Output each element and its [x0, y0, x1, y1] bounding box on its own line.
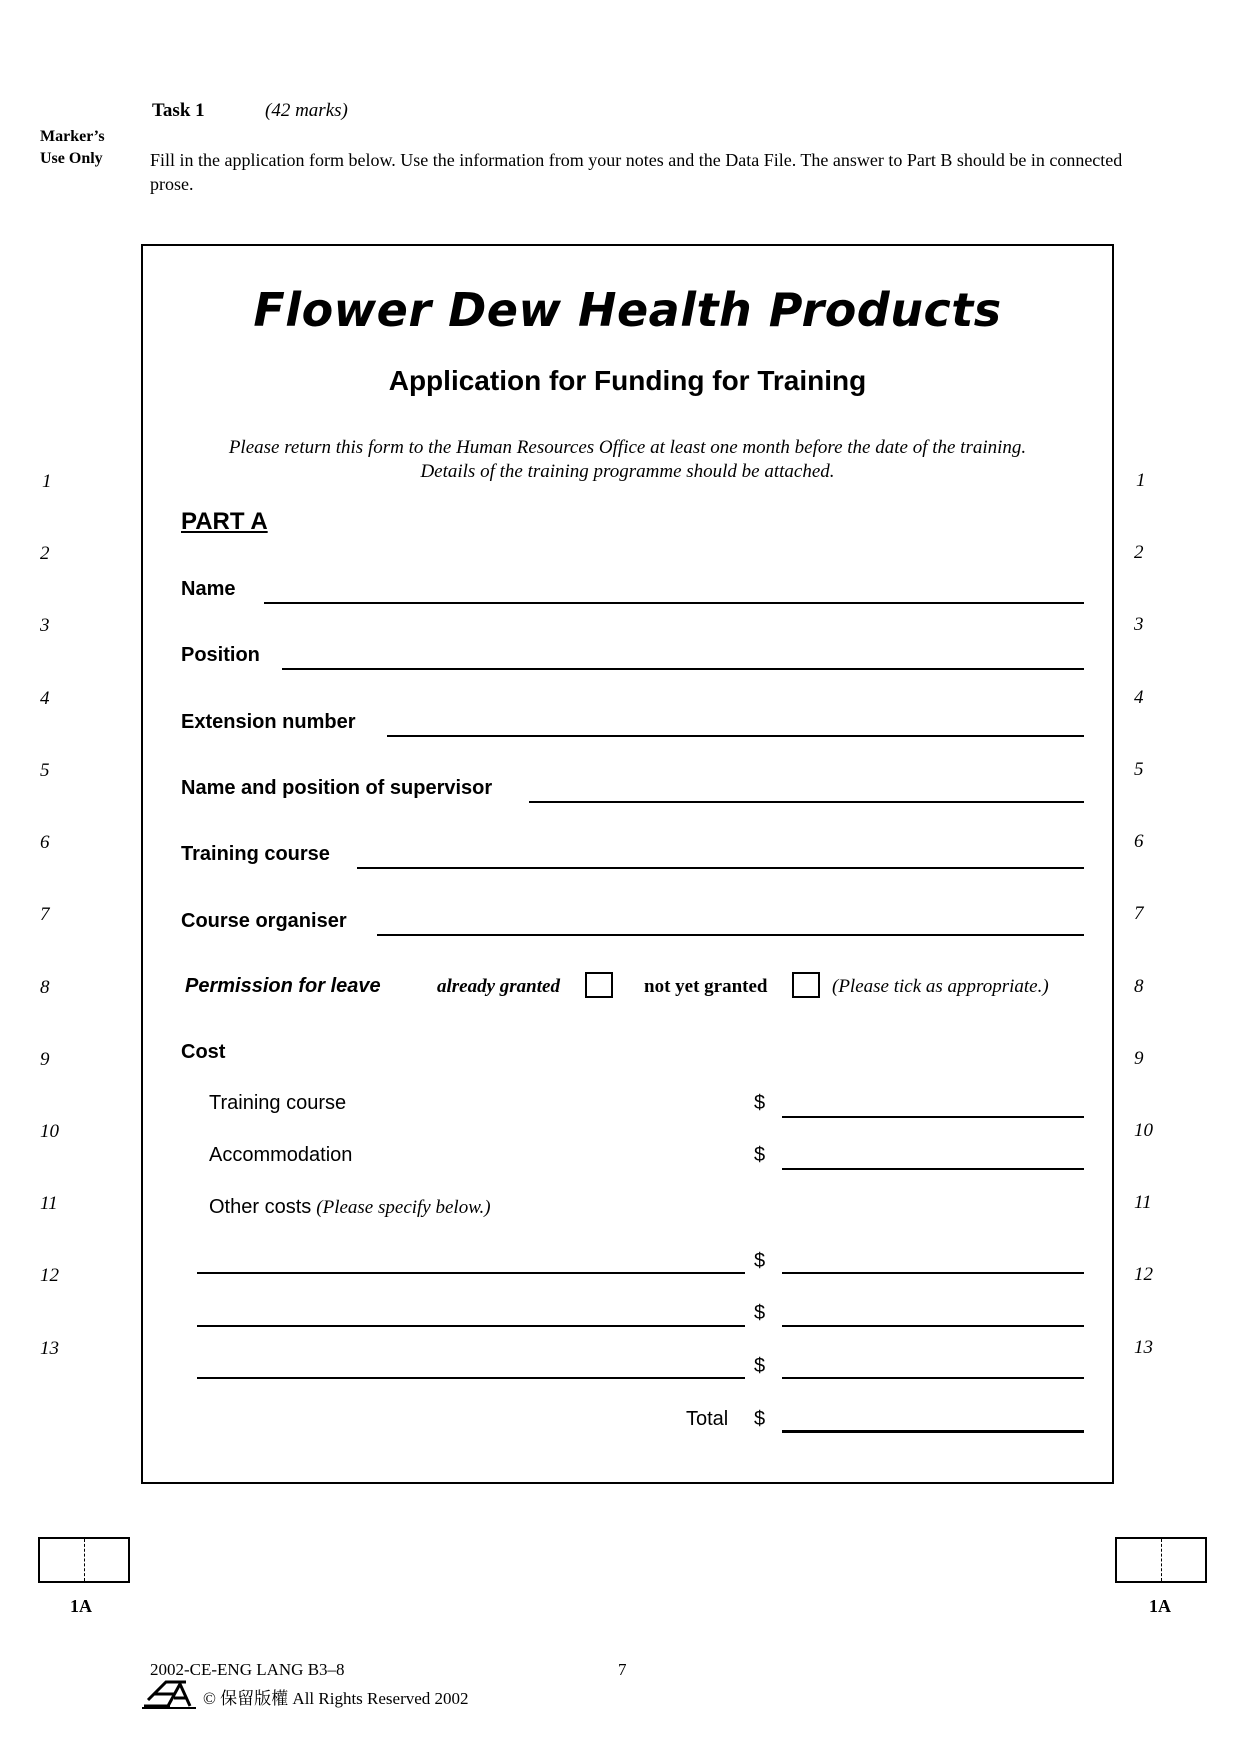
extension-input-line[interactable] — [387, 735, 1084, 737]
other-costs-text: Other costs — [209, 1196, 312, 1218]
total-label: Total — [686, 1408, 729, 1430]
name-input-line[interactable] — [264, 602, 1084, 604]
marker-number-left: 11 — [40, 1193, 58, 1214]
other-cost-amount-line-3[interactable] — [782, 1377, 1084, 1379]
marker-number-right: 1 — [1136, 470, 1146, 491]
copyright-notice: © 保留版權 All Rights Reserved 2002 — [203, 1689, 469, 1708]
dollar-sign: $ — [754, 1408, 766, 1430]
marker-number-left: 10 — [40, 1121, 59, 1142]
marker-number-right: 7 — [1134, 903, 1144, 924]
marker-number-left: 6 — [40, 832, 50, 853]
score-box-caption-right: 1A — [1149, 1596, 1171, 1616]
marker-number-left: 1 — [42, 471, 52, 492]
course-organiser-input-line[interactable] — [377, 934, 1084, 936]
notice-line-2: Details of the training programme should be attached. — [420, 461, 835, 482]
marker-number-right: 8 — [1134, 976, 1144, 997]
marker-number-left: 3 — [40, 615, 50, 636]
marker-number-right: 2 — [1134, 542, 1144, 563]
paper-code: 2002-CE-ENG LANG B3–8 — [150, 1660, 345, 1679]
score-box-divider — [1161, 1539, 1162, 1581]
marker-score-box-right[interactable] — [1115, 1537, 1207, 1583]
tick-note: (Please tick as appropriate.) — [832, 976, 1049, 997]
position-label: Position — [181, 644, 260, 666]
other-costs-note: (Please specify below.) — [316, 1197, 491, 1218]
marker-score-box-left[interactable] — [38, 1537, 130, 1583]
training-course-input-line[interactable] — [357, 867, 1084, 869]
not-yet-granted-checkbox[interactable] — [792, 972, 820, 998]
marker-number-right: 3 — [1134, 614, 1144, 635]
other-cost-description-line-3[interactable] — [197, 1377, 745, 1379]
permission-label: Permission for leave — [185, 975, 381, 997]
score-box-divider — [84, 1539, 85, 1581]
page-number: 7 — [618, 1660, 627, 1679]
marker-number-left: 9 — [40, 1049, 50, 1070]
marker-number-right: 12 — [1134, 1264, 1153, 1285]
supervisor-label: Name and position of supervisor — [181, 777, 493, 799]
marker-number-left: 2 — [40, 543, 50, 564]
marker-number-left: 5 — [40, 760, 50, 781]
form-title: Application for Funding for Training — [388, 365, 867, 396]
marker-number-left: 7 — [40, 904, 50, 925]
marker-number-right: 10 — [1134, 1120, 1153, 1141]
other-cost-description-line-2[interactable] — [197, 1325, 745, 1327]
marker-label-line2: Use Only — [40, 150, 103, 167]
task-title: Task 1 — [152, 100, 205, 121]
marker-number-right: 6 — [1134, 831, 1144, 852]
marker-number-right: 11 — [1134, 1192, 1152, 1213]
dollar-sign: $ — [754, 1092, 766, 1114]
dollar-sign: $ — [754, 1302, 766, 1324]
task-instructions: Fill in the application form below. Use the information from your notes and the Data File. The answer to Part B should be in connected prose. — [150, 150, 1123, 194]
marker-number-left: 8 — [40, 977, 50, 998]
dollar-sign: $ — [754, 1144, 766, 1166]
already-granted-label: already granted — [437, 976, 560, 997]
form-notice — [141, 436, 1114, 484]
name-label: Name — [181, 578, 236, 600]
notice-line-1: Please return this form to the Human Resources Office at least one month before the date of the training. — [228, 437, 1027, 458]
already-granted-checkbox[interactable] — [585, 972, 613, 998]
total-input-line[interactable] — [782, 1430, 1084, 1433]
position-input-line[interactable] — [282, 668, 1084, 670]
dollar-sign: $ — [754, 1250, 766, 1272]
part-a-heading: PART A — [181, 508, 268, 535]
marker-number-left: 4 — [40, 688, 50, 709]
course-organiser-label: Course organiser — [181, 910, 347, 932]
marker-number-left: 13 — [40, 1338, 59, 1359]
marker-number-right: 13 — [1134, 1337, 1153, 1358]
score-box-caption-left: 1A — [70, 1596, 92, 1616]
hkea-logo-icon — [140, 1676, 200, 1710]
extension-label: Extension number — [181, 711, 356, 733]
not-yet-granted-label: not yet granted — [644, 976, 768, 997]
other-cost-description-line-1[interactable] — [197, 1272, 745, 1274]
training-course-label: Training course — [181, 843, 330, 865]
marker-number-right: 9 — [1134, 1048, 1144, 1069]
cost-accommodation-input-line[interactable] — [782, 1168, 1084, 1170]
other-cost-amount-line-2[interactable] — [782, 1325, 1084, 1327]
marker-number-right: 4 — [1134, 687, 1144, 708]
cost-training-course-label: Training course — [209, 1092, 347, 1114]
company-name: Flower Dew Health Products — [253, 283, 1002, 337]
marker-number-right: 5 — [1134, 759, 1144, 780]
task-marks: (42 marks) — [265, 100, 348, 121]
cost-training-course-input-line[interactable] — [782, 1116, 1084, 1118]
cost-label: Cost — [181, 1041, 226, 1063]
marker-number-left: 12 — [40, 1265, 59, 1286]
supervisor-input-line[interactable] — [529, 801, 1084, 803]
other-costs-label — [209, 1196, 491, 1219]
marker-use-label — [40, 126, 105, 170]
dollar-sign: $ — [754, 1355, 766, 1377]
other-cost-amount-line-1[interactable] — [782, 1272, 1084, 1274]
marker-label-line1: Marker’s — [40, 128, 105, 145]
cost-accommodation-label: Accommodation — [209, 1144, 353, 1166]
